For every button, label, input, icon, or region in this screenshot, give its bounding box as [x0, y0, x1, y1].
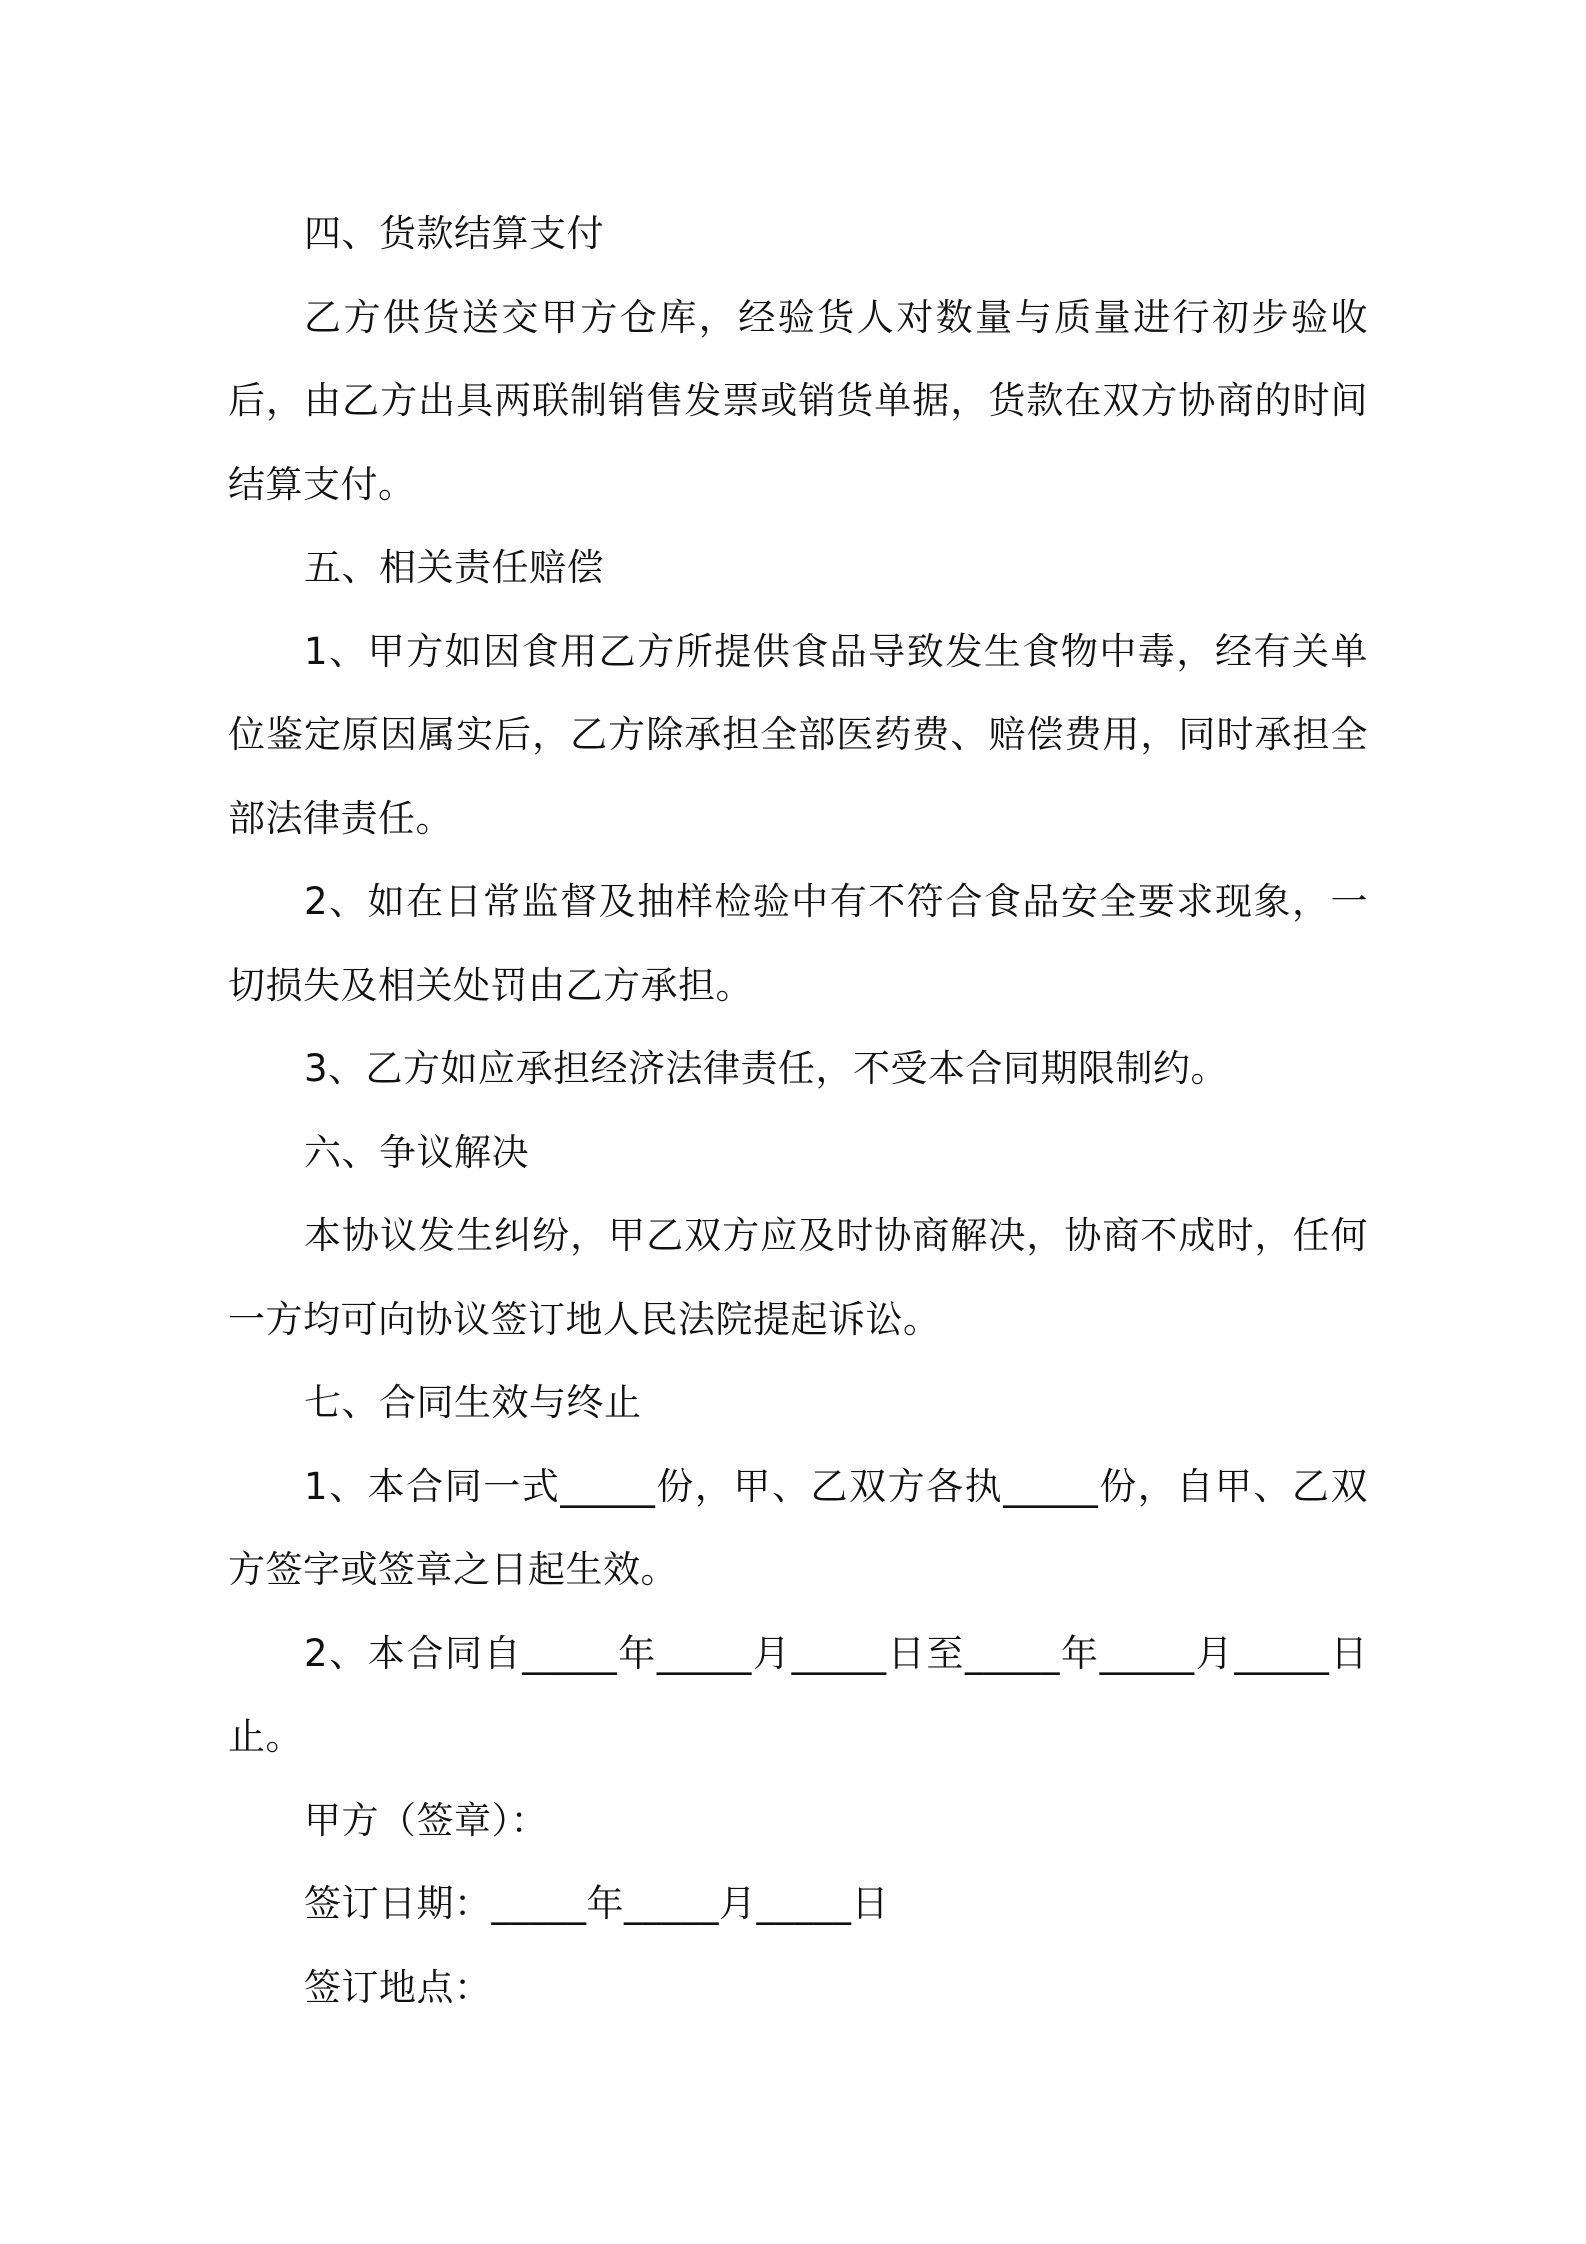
paragraph-dispute: 本协议发生纠纷，甲乙双方应及时协商解决，协商不成时，任何一方均可向协议签订地人民法院提起诉讼。 [228, 1214, 1368, 1341]
section-heading-liability: 五、相关责任赔偿 [304, 546, 604, 589]
paragraph-payment-terms: 乙方供货送交甲方仓库，经验货人对数量与质量进行初步验收后，由乙方出具两联制销售发票或销货单据，货款在双方协商的时间结算支付。 [228, 295, 1368, 506]
signature-place: 签订地点： [304, 1965, 492, 2009]
document-body [228, 192, 1368, 2029]
paragraph-liability-3: 3、乙方如应承担经济法律责任，不受本合同期限制约。 [304, 1047, 1229, 1090]
section-heading-effect: 七、合同生效与终止 [304, 1381, 642, 1424]
signature-date: 签订日期：_____年_____月_____日 [304, 1882, 889, 1925]
paragraph-liability-1: 1、甲方如因食用乙方所提供食品导致发生食物中毒，经有关单位鉴定原因属实后，乙方除承担全部医药费、赔偿费用，同时承担全部法律责任。 [228, 629, 1368, 840]
section-heading-payment: 四、货款结算支付 [304, 212, 604, 255]
paragraph-effect-2: 2、本合同自_____年_____月_____日至_____年_____月_____日止。 [228, 1631, 1368, 1758]
section-heading-dispute: 六、争议解决 [304, 1130, 529, 1174]
signature-party-a: 甲方（签章）： [304, 1798, 548, 1842]
paragraph-liability-2: 2、如在日常监督及抽样检验中有不符合食品安全要求现象，一切损失及相关处罚由乙方承担。 [228, 880, 1368, 1007]
paragraph-effect-1: 1、本合同一式_____份，甲、乙双方各执_____份，自甲、乙双方签字或签章之日起生效。 [228, 1464, 1368, 1591]
